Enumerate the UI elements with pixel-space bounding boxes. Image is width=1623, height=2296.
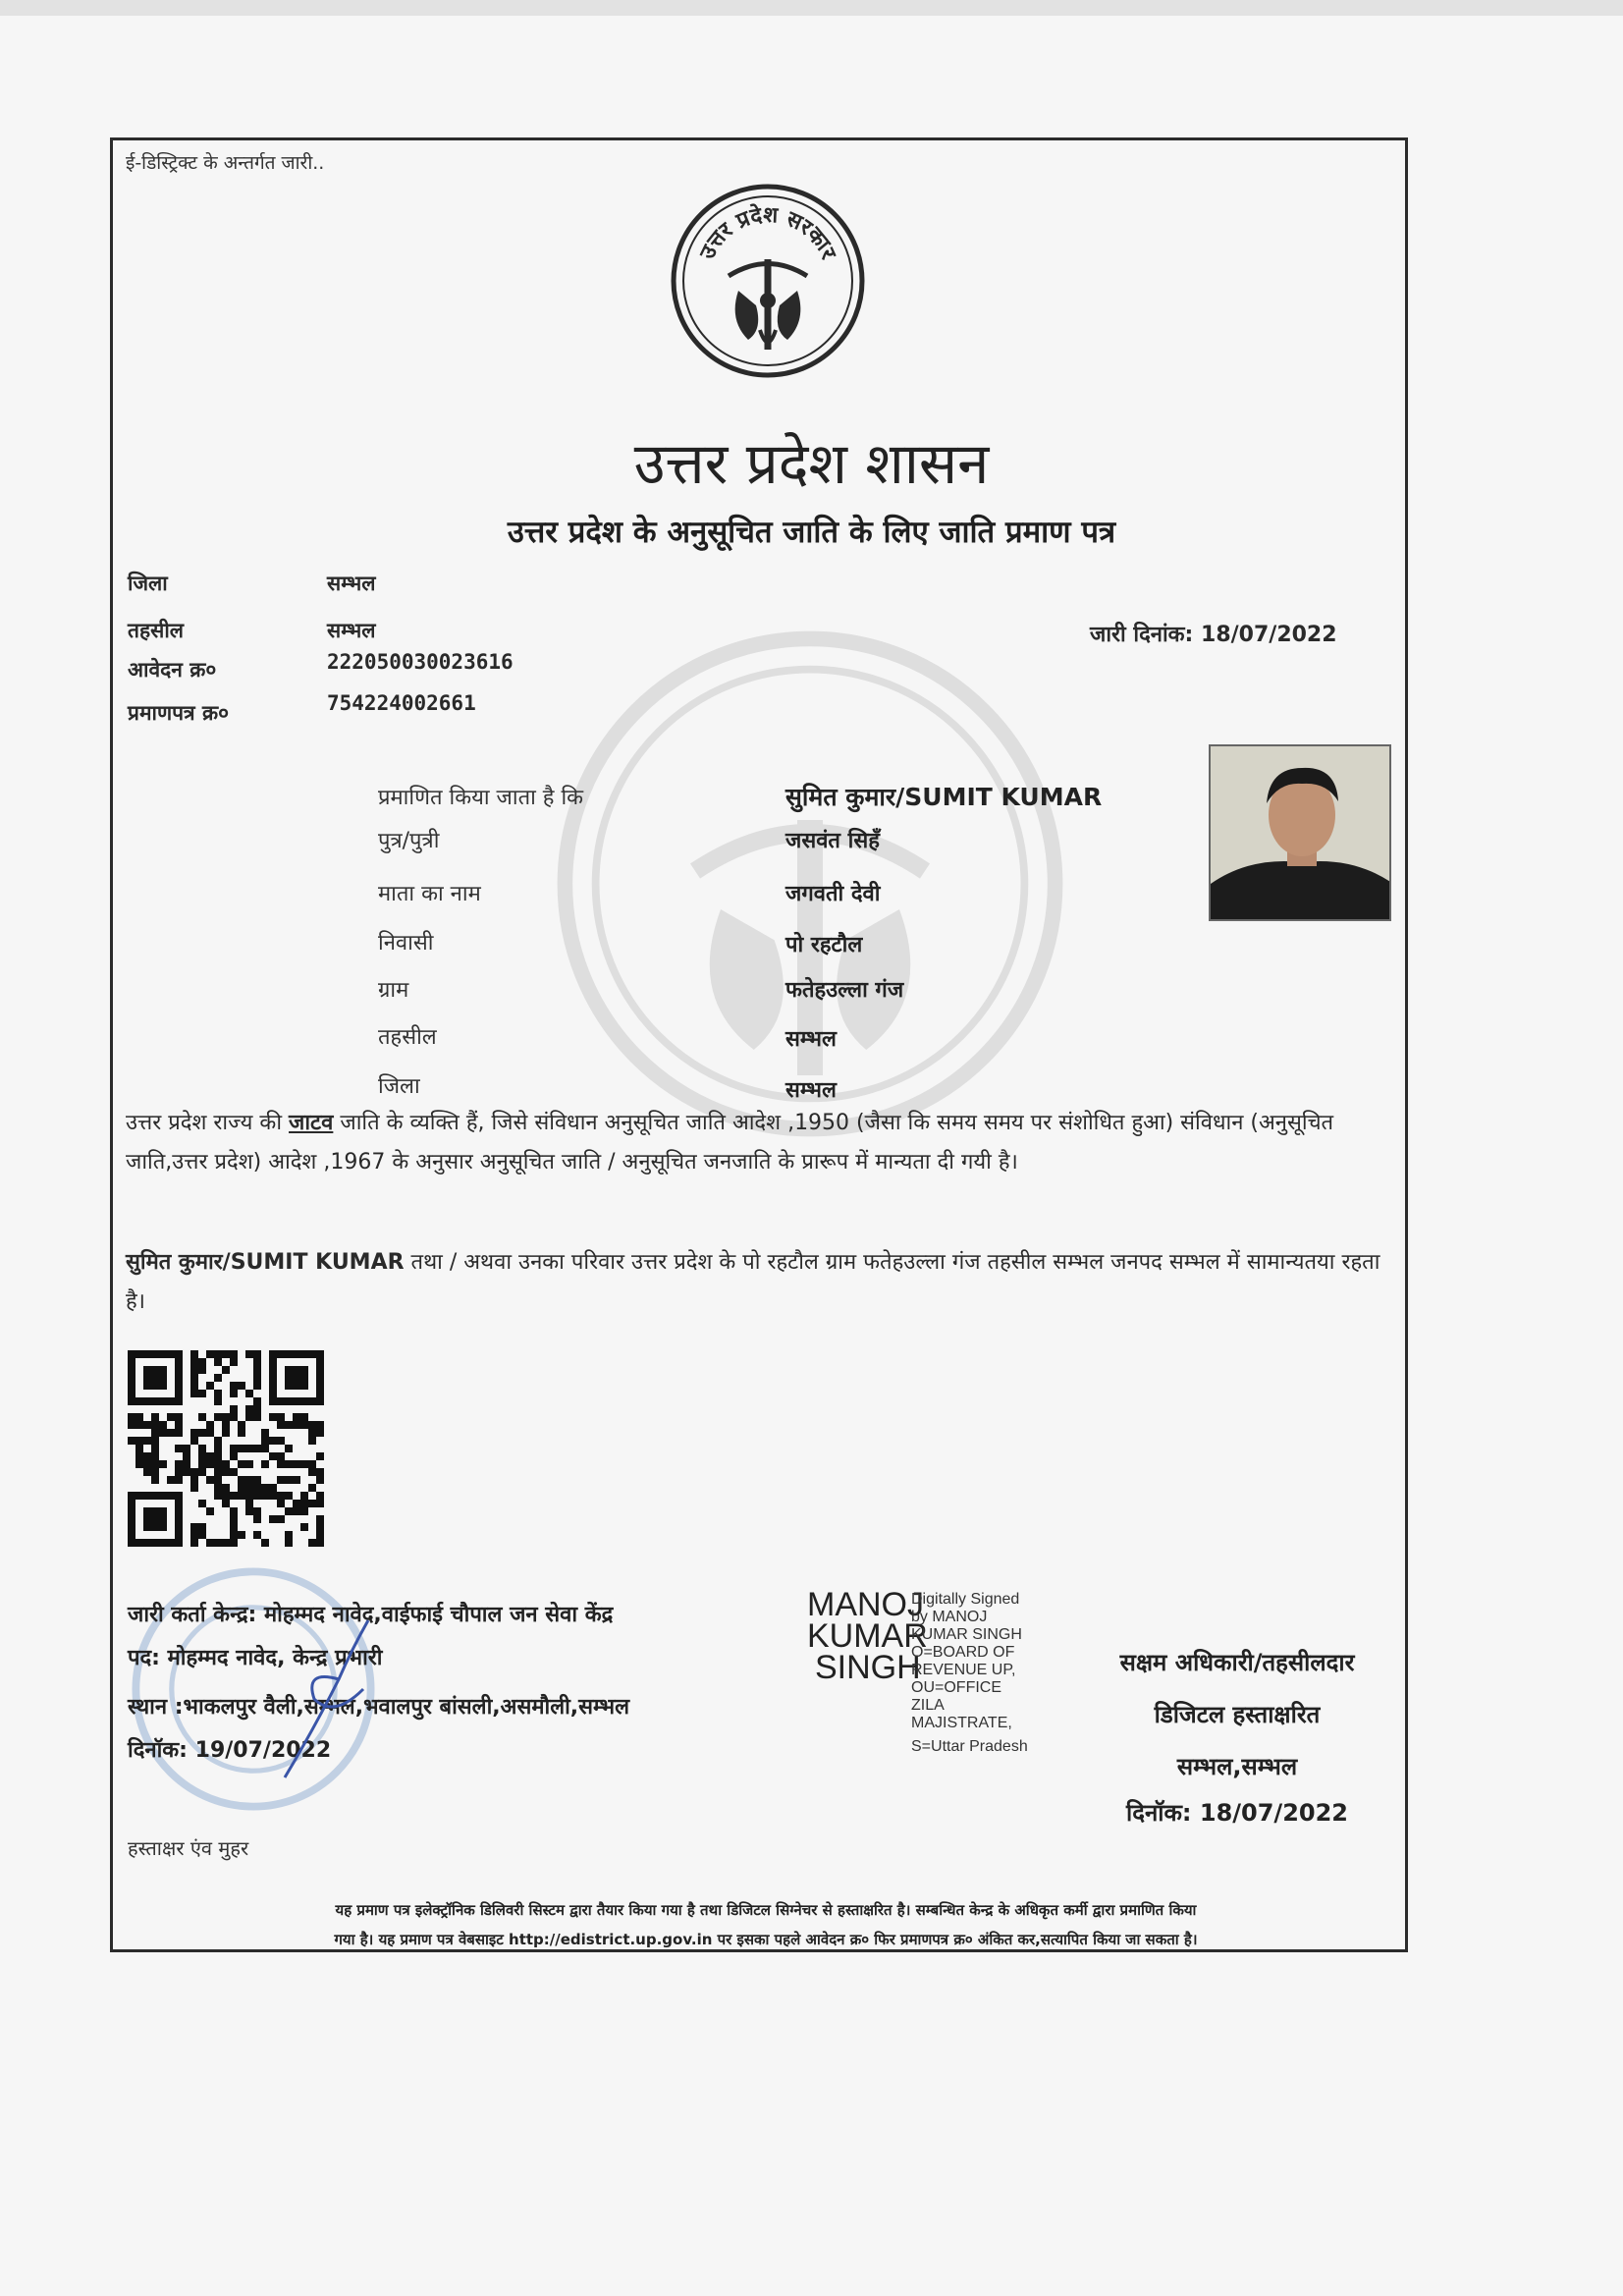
- issuer-post: पद: मोहम्मद नावेद, केन्द्र प्रभारी: [128, 1646, 383, 1670]
- digital-signature-name: [807, 1586, 928, 1686]
- district-value: सम्भल: [327, 572, 376, 595]
- dsig-name-line-1: MANOJ: [807, 1586, 924, 1623]
- seal-note: हस्ताक्षर एंव मुहर: [128, 1836, 249, 1860]
- application-no-label: आवेदन क्र०: [128, 658, 217, 682]
- caste-name: जाटव: [289, 1111, 334, 1135]
- footer-line-2: गया है। यह प्रमाण पत्र वेबसाइट http://edistrict.up.gov.in पर इसका पहले आवेदन क्र० फिर प्रमाणपत्र क्र० अंकित कर,सत्यापित किया जा सकता है।: [334, 1931, 1198, 1948]
- residence-paragraph: [126, 1243, 1392, 1322]
- tehsil-value: सम्भल: [327, 619, 376, 642]
- resident-value: पो रहटौल: [785, 933, 863, 957]
- issuer-place: स्थान :भाकलपुर वैली,सम्भल,भवालपुर बांसली,असमौली,सम्भल: [128, 1695, 630, 1720]
- district-label: जिला: [128, 572, 168, 595]
- mother-value: जगवती देवी: [785, 882, 881, 906]
- certificate-no-value: 754224002661: [327, 691, 476, 715]
- issue-date: जारी दिनांक: 18/07/2022: [1090, 623, 1337, 647]
- dsig-detail-2: by MANOJ: [911, 1609, 988, 1625]
- resident-label: निवासी: [378, 931, 434, 956]
- header-note: ई-डिस्ट्रिक्ट के अन्तर्गत जारी..: [126, 152, 325, 174]
- parent-value: जसवंत सिहँ: [785, 829, 880, 853]
- handwritten-signature-icon: [245, 1611, 403, 1787]
- authority-block: [1090, 1646, 1384, 1829]
- caste-paragraph: [126, 1104, 1392, 1182]
- state-emblem-icon: [670, 183, 866, 379]
- certified-label: प्रमाणित किया जाता है कि: [378, 786, 584, 810]
- application-no-value: 222050030023616: [327, 650, 514, 674]
- svg-text:उत्तर प्रदेश सरकार: [695, 201, 840, 264]
- holder-name: सुमित कुमार/SUMIT KUMAR: [785, 783, 1103, 811]
- detail-tehsil-label: तहसील: [378, 1025, 437, 1050]
- residence-paragraph-text: तथा / अथवा उनका परिवार उत्तर प्रदेश के पो रहटौल ग्राम फतेहउल्ला गंज तहसील सम्भल जनपद सम्भल में सामान्यतया रहता है।: [126, 1250, 1380, 1314]
- village-label: ग्राम: [378, 978, 409, 1003]
- certificate-no-label: प्रमाणपत्र क्र०: [128, 701, 230, 725]
- dsig-detail-9: S=Uttar Pradesh: [911, 1738, 1028, 1755]
- footer-note: [147, 1895, 1384, 1954]
- authority-digital: डिजिटल हस्ताक्षरित: [1154, 1701, 1321, 1728]
- emblem-lettering: उत्तर प्रदेश सरकार: [695, 202, 840, 263]
- page-title: उत्तर प्रदेश शासन: [633, 430, 990, 497]
- detail-district-label: जिला: [378, 1074, 420, 1099]
- mother-label: माता का नाम: [378, 882, 481, 906]
- dsig-detail-5: REVENUE UP,: [911, 1662, 1016, 1678]
- parent-label: पुत्र/पुत्री: [378, 829, 440, 853]
- authority-title: सक्षम अधिकारी/तहसीलदार: [1119, 1649, 1355, 1676]
- dsig-detail-1: Digitally Signed: [911, 1591, 1020, 1608]
- dsig-detail-6: OU=OFFICE: [911, 1679, 1002, 1696]
- dsig-detail-3: KUMAR SINGH: [911, 1626, 1022, 1643]
- digital-signature-details: [911, 1591, 1028, 1756]
- detail-tehsil-value: सम्भल: [785, 1027, 837, 1052]
- issuer-date: दिनॉक: 19/07/2022: [128, 1738, 332, 1763]
- authority-place: सम्भल,सम्भल: [1176, 1753, 1298, 1780]
- issuing-centre: जारी कर्ता केन्द्र: मोहम्मद नावेद,वाईफाई चौपाल जन सेवा केंद्र: [128, 1603, 614, 1627]
- scan-edge: [0, 0, 1623, 16]
- dsig-detail-4: O=BOARD OF: [911, 1644, 1015, 1661]
- dsig-name-line-3: SINGH: [815, 1649, 921, 1686]
- authority-date: दिनॉक: 18/07/2022: [1125, 1799, 1348, 1827]
- detail-district-value: सम्भल: [785, 1078, 837, 1103]
- footer-line-1: यह प्रमाण पत्र इलेक्ट्रॉनिक डिलिवरी सिस्टम द्वारा तैयार किया गया है तथा डिजिटल सिग्नेचर से हस्ताक्षरित है। सम्बन्धित केन्द्र के अधिकृत कर्मी द्वारा प्रमाणित किया: [335, 1901, 1197, 1919]
- residence-holder-name: सुमित कुमार/SUMIT KUMAR: [126, 1250, 405, 1275]
- village-value: फतेहउल्ला गंज: [785, 978, 904, 1003]
- holder-photo: [1209, 744, 1391, 921]
- qr-code-icon[interactable]: [128, 1350, 324, 1547]
- tehsil-label: तहसील: [128, 619, 184, 642]
- dsig-detail-8: MAJISTRATE,: [911, 1715, 1012, 1731]
- certificate-subtitle: उत्तर प्रदेश के अनुसूचित जाति के लिए जाति प्रमाण पत्र: [507, 515, 1116, 550]
- caste-paragraph-end: जाति के व्यक्ति हैं, जिसे संविधान अनुसूचित जाति आदेश ,1950 (जैसा कि समय समय पर संशोधित हुआ) संविधान (अनुसूचित जाति,उत्तर प्रदेश) आदेश ,1967 के अनुसार अनुसूचित जाति / अनुसूचित जनजाति के प्रारूप में मान्यता दी गयी है।: [126, 1111, 1334, 1175]
- caste-paragraph-start: उत्तर प्रदेश राज्य की: [126, 1111, 290, 1135]
- dsig-name-line-2: KUMAR: [807, 1617, 928, 1655]
- dsig-detail-7: ZILA: [911, 1697, 945, 1714]
